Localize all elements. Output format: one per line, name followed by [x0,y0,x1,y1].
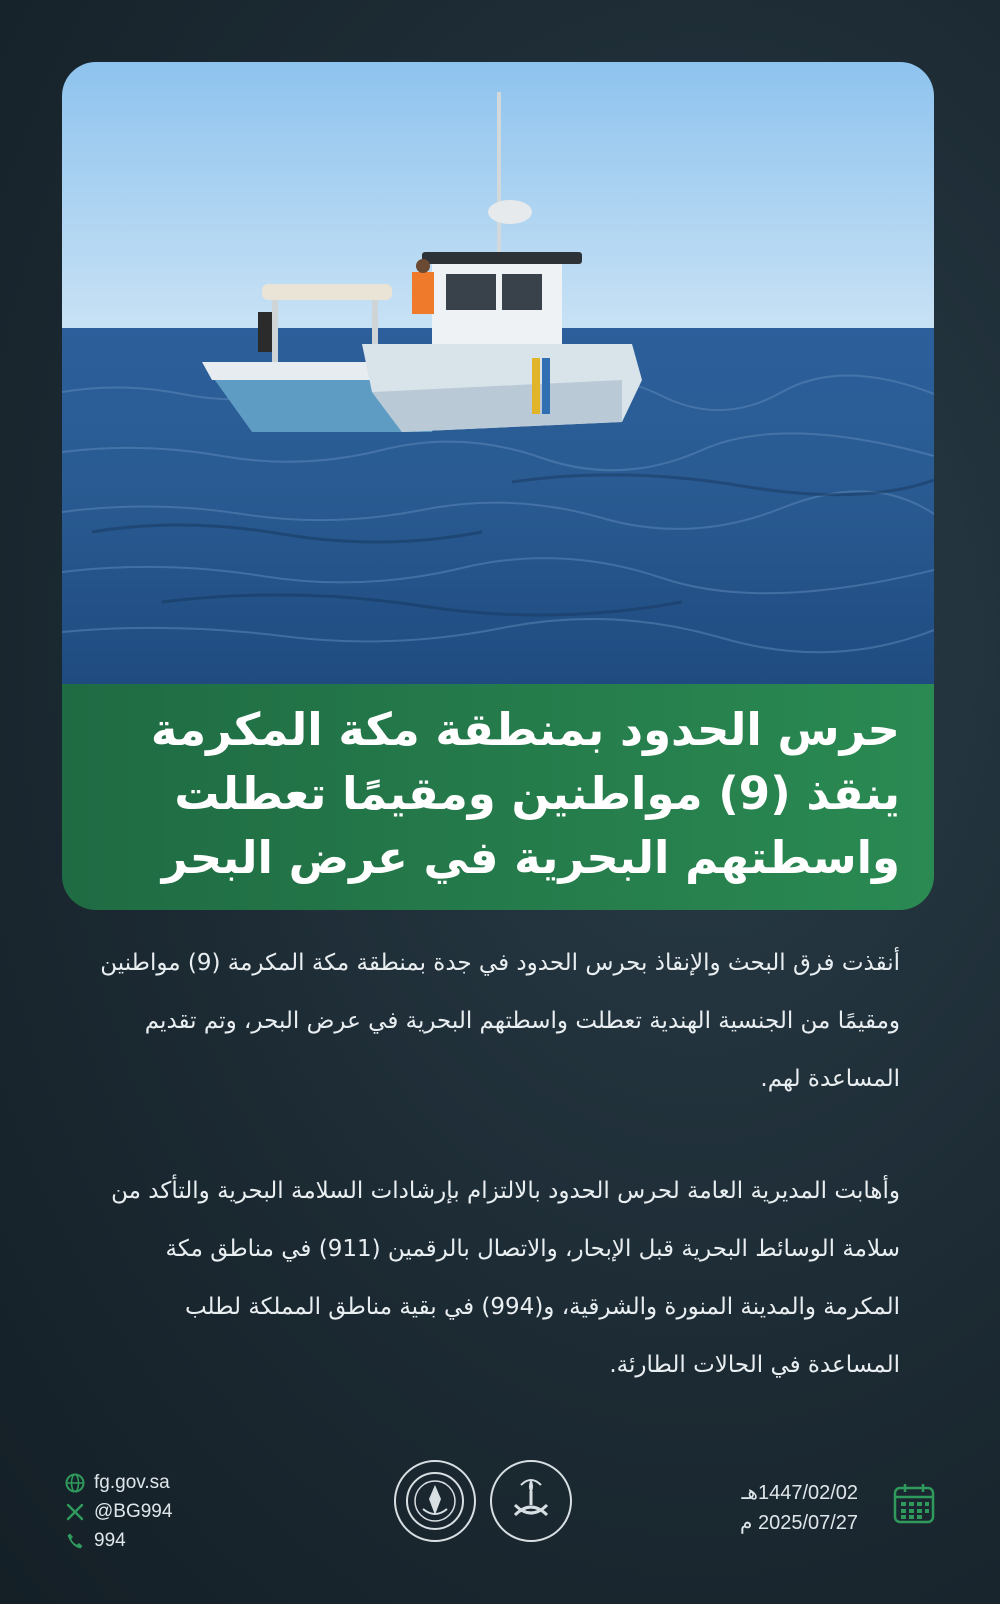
contact-website-text: fg.gov.sa [94,1471,170,1493]
contact-website[interactable] [64,1468,172,1497]
body-paragraph-2: وأهابت المديرية العامة لحرس الحدود بالالتزام بإرشادات السلامة البحرية والتأكد من سلامة الوسائط البحرية قبل الإبحار، والاتصال بالرقمين (911) في مناطق مكة المكرمة والمدينة المنورة والشرقية، و(994) في بقية مناطق المملكة لطلب المساعدة في الحالات الطارئة. [111,1178,900,1378]
boat-rescue-photo [62,62,934,684]
contact-phone-text: 994 [94,1529,126,1551]
phone-icon [64,1530,86,1552]
date-gregorian: 2025/07/27 م [740,1512,859,1534]
saudi-emblem [490,1460,572,1542]
date-block [740,1478,858,1538]
calendar-icon [892,1482,936,1526]
emblems [394,1460,572,1542]
x-logo-icon [64,1501,86,1523]
contact-x-text: @BG994 [94,1500,173,1522]
news-photo [62,62,934,684]
headline-line-3: واسطتهم البحرية في عرض البحر [161,831,900,884]
contact-list [64,1468,172,1555]
border-guard-emblem [394,1460,476,1542]
headline-banner [62,684,934,910]
globe-icon [64,1472,86,1494]
headline-line-2: ينقذ (9) مواطنين ومقيمًا تعطلت [174,767,900,820]
contact-x[interactable] [64,1497,172,1526]
footer [0,1460,1000,1570]
body-paragraph-1: أنقذت فرق البحث والإنقاذ بحرس الحدود في جدة بمنطقة مكة المكرمة (9) مواطنين ومقيمًا من الجنسية الهندية تعطلت واسطتهم البحرية في عرض البحر، وتم تقديم المساعدة لهم. [100,950,900,1092]
headline-line-1: حرس الحدود بمنطقة مكة المكرمة [150,703,900,756]
date-hijri: 1447/02/02هـ [741,1482,859,1504]
contact-phone[interactable] [64,1526,172,1555]
